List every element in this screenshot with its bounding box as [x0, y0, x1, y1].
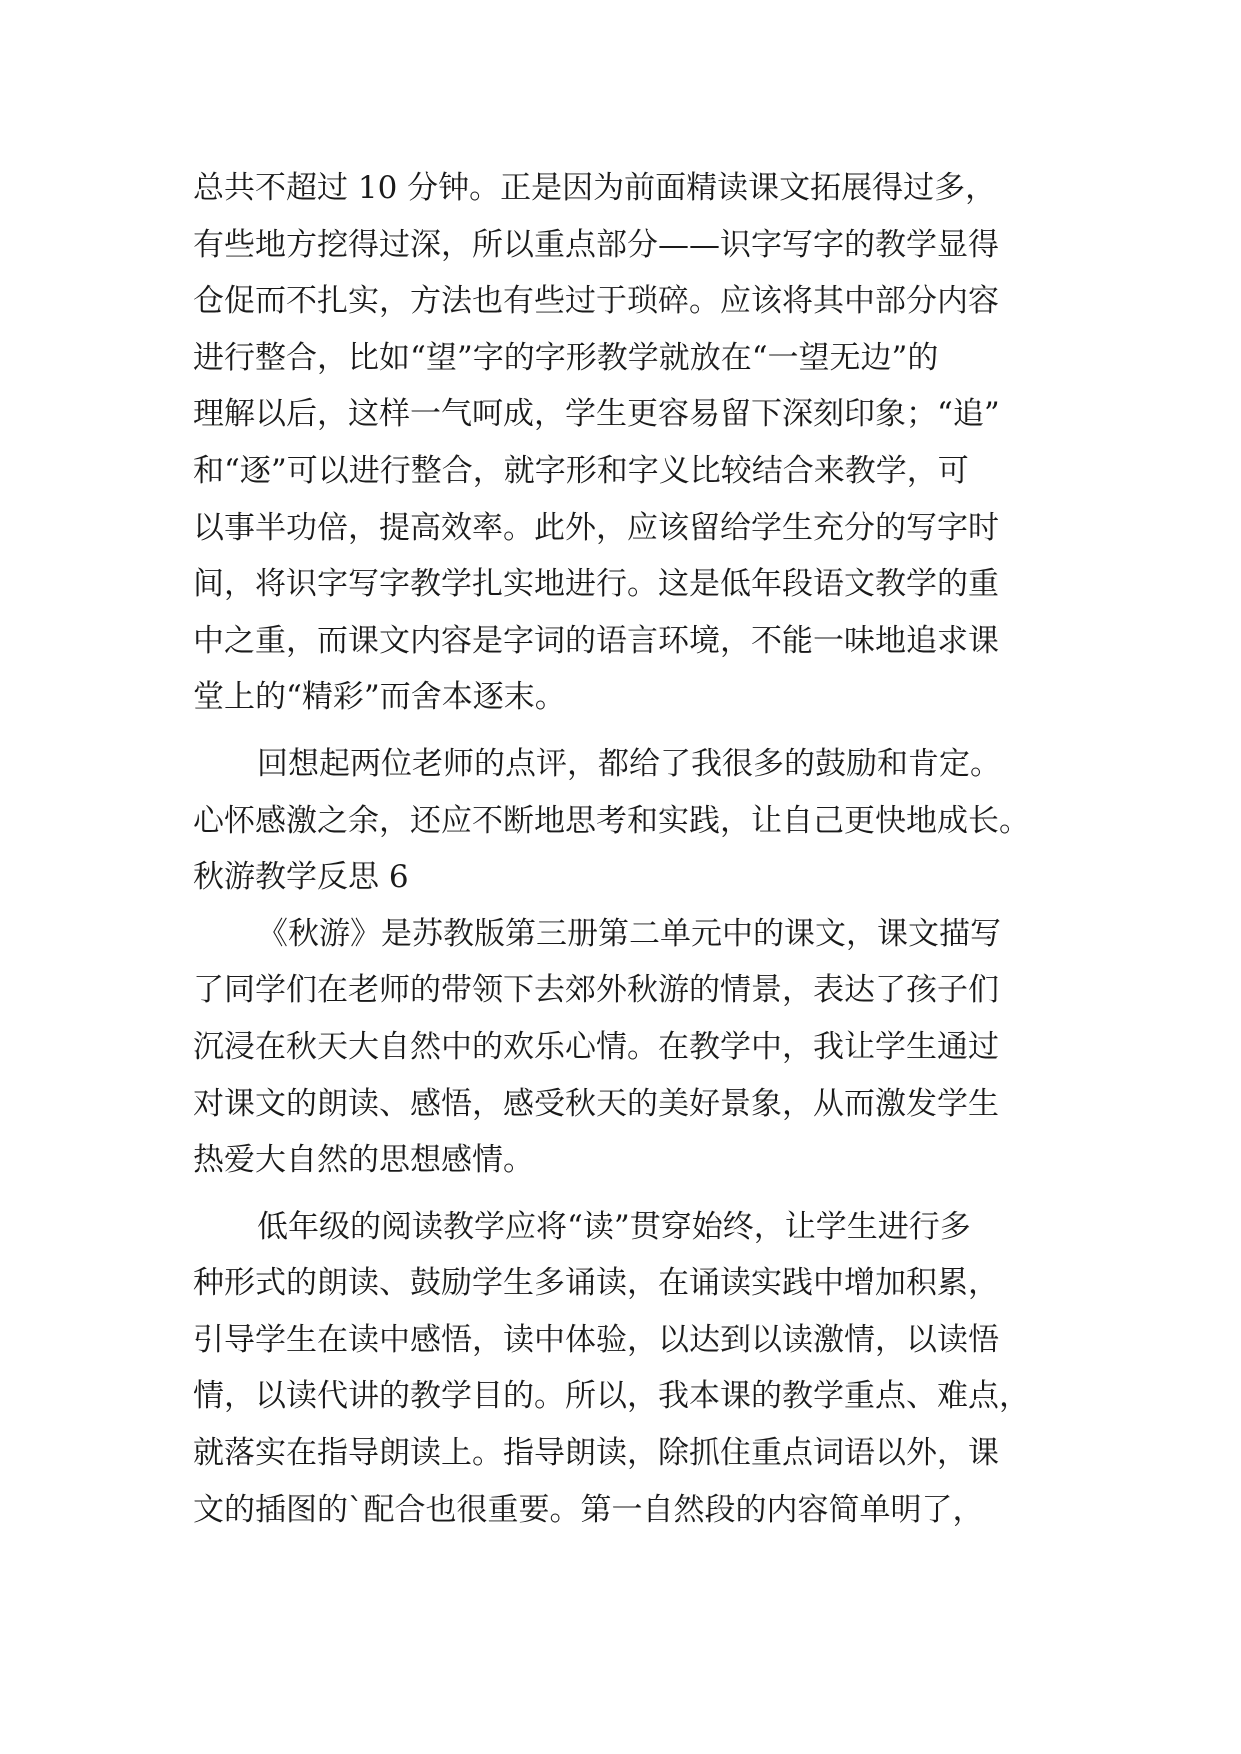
text-line: 引导学生在读中感悟，读中体验，以达到以读激情，以读悟 — [193, 1321, 999, 1358]
text-line: 理解以后，这样一气呵成，学生更容易留下深刻印象；“追” — [193, 396, 1000, 433]
text-line: 有些地方挖得过深，所以重点部分——识字写字的教学显得 — [193, 226, 999, 263]
document-body — [193, 160, 1053, 1538]
text-line: 了同学们在老师的带领下去郊外秋游的情景，表达了孩子们 — [193, 972, 999, 1009]
text-line: 进行整合，比如“望”字的字形教学就放在“一望无边”的 — [193, 339, 939, 376]
text-line: 就落实在指导朗读上。指导朗读，除抓住重点词语以外，课 — [193, 1435, 999, 1472]
text-line: 仓促而不扎实，方法也有些过于琐碎。应该将其中部分内容 — [193, 283, 999, 320]
paragraph-gap — [193, 1189, 1053, 1199]
text-line: 沉浸在秋天大自然中的欢乐心情。在教学中，我让学生通过 — [193, 1028, 999, 1065]
text-line: 堂上的“精彩”而舍本逐末。 — [193, 679, 566, 716]
text-line: 低年级的阅读教学应将“读”贯穿始终，让学生进行多 — [257, 1208, 971, 1245]
text-line: 以事半功倍，提高效率。此外，应该留给学生充分的写字时 — [193, 509, 999, 546]
paragraph-gap — [193, 726, 1053, 736]
text-line: 和“逐”可以进行整合，就字形和字义比较结合来教学，可 — [193, 452, 969, 489]
text-line: 对课文的朗读、感悟，感受秋天的美好景象，从而激发学生 — [193, 1085, 999, 1122]
text-line: 心怀感激之余，还应不断地思考和实践，让自己更快地成长。 — [193, 802, 1030, 839]
text-line: 间，将识字写字教学扎实地进行。这是低年段语文教学的重 — [193, 566, 999, 603]
text-line: 总共不超过 10 分钟。正是因为前面精读课文拓展得过多， — [193, 170, 997, 206]
text-line: 文的插图的`配合也很重要。第一自然段的内容简单明了， — [193, 1491, 984, 1528]
text-line: 情，以读代讲的教学目的。所以，我本课的教学重点、难点， — [193, 1378, 1030, 1415]
text-line: 回想起两位老师的点评，都给了我很多的鼓励和肯定。 — [257, 745, 1001, 782]
section-title: 秋游教学反思 6 — [193, 859, 409, 896]
text-line: 热爱大自然的思想感情。 — [193, 1142, 534, 1179]
text-line: 中之重，而课文内容是字词的语言环境，不能一味地追求课 — [193, 622, 999, 659]
text-line: 种形式的朗读、鼓励学生多诵读，在诵读实践中增加积累， — [193, 1265, 999, 1302]
text-line: 《秋游》是苏教版第三册第二单元中的课文，课文描写 — [257, 915, 1001, 952]
